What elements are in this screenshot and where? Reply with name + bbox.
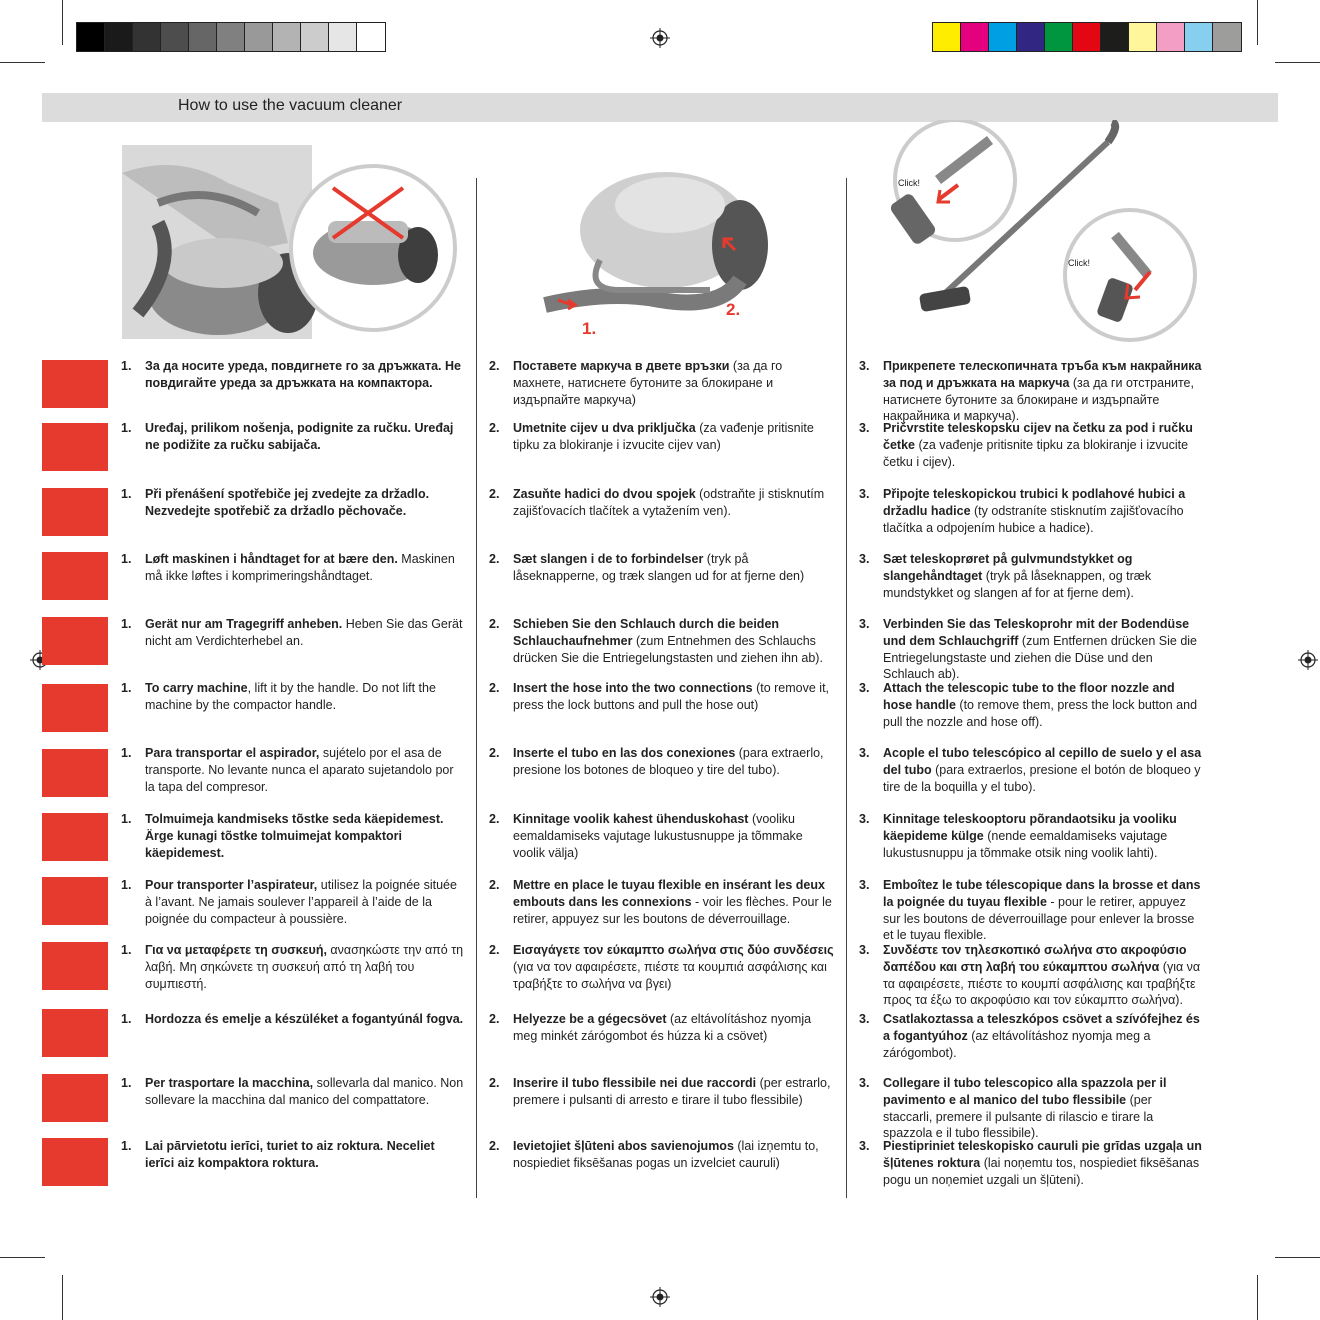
step-text [513,745,834,779]
step-bold-text: Insert the hose into the two connections [513,681,753,695]
instruction-step [859,680,1204,730]
step-detail-text: (to remove it, press the lock buttons and pull the hose out) [513,681,830,712]
instruction-step [121,1011,466,1028]
instruction-step [859,811,1204,861]
column-divider [846,178,847,1198]
color-swatch [217,23,245,51]
step-bold-text: Lai pārvietotu ierīci, turiet to aiz roktura. Neceliet ierīci aiz kompaktora roktura. [145,1139,435,1170]
language-tab [42,877,108,925]
step-text [145,420,466,454]
language-tab [42,942,108,990]
instruction-step [121,811,466,861]
step-number: 3. [859,617,870,631]
step-number: 1. [121,746,132,760]
step-bold-text: Para transportar el aspirador, [145,746,320,760]
step-number: 3. [859,1139,870,1153]
step-detail-text: (per staccarli, premere il pulsante di rilascio e tirare la spazzola e il tubo flessibile). [883,1092,1154,1141]
step-text [513,1075,834,1109]
grayscale-color-bar [76,22,386,52]
step-detail-text: (per estrarlo, premere i pulsanti di arresto e tirare il tubo flessibile) [513,1076,831,1107]
step-text [513,358,834,408]
step-text [883,486,1204,536]
registration-mark-icon [1298,650,1318,670]
step-bold-text: Συνδέστε τον τηλεσκοπικό σωλήνα στο ακροφύσιο δαπέδου και στη λαβή του εύκαμπτου σωλήνα [883,943,1187,974]
instruction-step [121,420,466,454]
instruction-step [489,358,834,408]
color-swatch [1017,23,1045,51]
step-text [883,680,1204,730]
step-number: 2. [489,1012,500,1026]
step-number: 1. [121,1076,132,1090]
step-bold-text: Kinnitage voolik kahest ühenduskohast [513,812,749,826]
step-text [145,358,466,392]
color-swatch [105,23,133,51]
step-number: 1. [121,943,132,957]
instruction-step [859,551,1204,601]
step-text [145,1075,466,1109]
color-swatch [1045,23,1073,51]
color-swatch [133,23,161,51]
step-number: 2. [489,1139,500,1153]
step-number: 3. [859,878,870,892]
registration-mark-icon [650,1287,670,1307]
step-number: 3. [859,487,870,501]
step-number: 1. [121,421,132,435]
step-text [145,745,466,795]
step-detail-text: (za vađenje pritisnite tipku za blokiranje i izvucite četku i cijev). [883,437,1189,469]
color-swatch [1073,23,1101,51]
instruction-step [859,1011,1204,1061]
instruction-step [121,680,466,714]
step-detail-text: sujételo por el asa de transporte. No levante nunca el aparato sujetandolo por la tapa del compresor. [145,746,454,794]
instruction-step [121,616,466,650]
color-swatch [933,23,961,51]
instruction-step [489,616,834,666]
step-label-2: 2. [726,300,741,319]
step-bold-text: Uređaj, prilikom nošenja, podignite za ručku. Uređaj ne podižite za ručku sabijača. [145,421,454,452]
step-text [145,811,466,861]
step-bold-text: Mettre en place le tuyau flexible en insérant les deux embouts dans les connexions [513,878,825,909]
step-bold-text: Pour transporter l’aspirateur, [145,878,318,892]
step-text [883,551,1204,601]
color-swatch [77,23,105,51]
crop-mark [1257,0,1258,45]
step-text [883,358,1204,425]
instruction-step [489,680,834,714]
step-text [883,1075,1204,1142]
instruction-step [121,486,466,520]
step-bold-text: Per trasportare la macchina, [145,1076,314,1090]
step-number: 1. [121,617,132,631]
step-number: 1. [121,878,132,892]
click-label: Click! [898,178,920,188]
step-detail-text: (lai noņemtu tos, nospiediet fiksēšanas pogu un noņemiet uzgali un šļūteni). [883,1155,1200,1187]
step-bold-text: Για να μεταφέρετε τη συσκευή, [145,943,327,957]
color-swatch [245,23,273,51]
step-detail-text: (para extraerlos, presione el botón de bloqueo y tire de la boquilla y el tubo). [883,762,1201,794]
step-bold-text: За да носите уреда, повдигнете го за дръжката. Не повдигайте уреда за дръжката на компактора. [145,359,461,390]
step-detail-text: (odstraňte ji stisknutím zajišťovacích tlačítek a vytažením ven). [513,487,825,518]
step-number: 2. [489,943,500,957]
step-text [883,420,1204,470]
color-swatch [357,23,385,51]
instruction-step [489,745,834,779]
step-bold-text: Прикрепете телескопичната тръба към накрайника за под и дръжката на маркуча [883,359,1202,390]
step-text [145,616,466,650]
step-number: 3. [859,1012,870,1026]
instruction-step [859,420,1204,470]
step-detail-text: (ty odstraníte stisknutím zajišťovacího tlačítka a odpojením hubice a hadice). [883,503,1184,535]
step-detail-text: (az eltávolításhoz nyomja meg minkét zárógombot és húzza ki a csövet) [513,1012,812,1043]
step-bold-text: Collegare il tubo telescopico alla spazzola per il pavimento e al manico del tubo flessibile [883,1076,1167,1107]
crop-mark [1275,62,1320,63]
step-detail-text: (vooliku eemaldamiseks vajutage lukustusnuppe ja tõmmake voolik välja) [513,812,803,860]
language-tab [42,552,108,600]
step-detail-text: (tryk på låseknapperne, og træk slangen ud for at fjerne den) [513,552,805,583]
step-number: 1. [121,681,132,695]
step-text [883,811,1204,861]
language-tab [42,423,108,471]
crop-mark [62,0,63,45]
step-number: 3. [859,681,870,695]
instruction-step [489,551,834,585]
language-tab [42,617,108,665]
step-text [883,942,1204,1009]
step-detail-text: (zum Entnehmen des Schlauchs drücken Sie die Entriegelungstasten und ziehen ihn ab). [513,633,823,665]
step-number: 3. [859,812,870,826]
instruction-step [489,486,834,520]
step-bold-text: Acople el tubo telescópico al cepillo de suelo y el asa del tubo [883,746,1202,777]
step-detail-text: - pour le retirer, appuyez sur les boutons de déverrouillage pour enlever la brosse et le tuyau flexible. [883,894,1195,943]
step-detail-text: Maskinen må ikke løftes i komprimeringshåndtaget. [145,552,455,583]
step-number: 1. [121,552,132,566]
step-number: 1. [121,1139,132,1153]
click-label: Click! [1068,258,1090,268]
instruction-step [121,942,466,992]
step-text [145,551,466,585]
crop-mark [62,1275,63,1320]
step-text [513,616,834,666]
step-detail-text: (az eltávolításhoz nyomja meg a zárógombot). [883,1028,1151,1060]
instruction-step [859,942,1204,1009]
step-bold-text: Gerät nur am Tragegriff anheben. [145,617,343,631]
step-bold-text: Inserte el tubo en las dos conexiones [513,746,736,760]
step-detail-text: (za vađenje pritisnite tipku za blokiranje i izvucite cijev van) [513,421,814,452]
instruction-step [489,1138,834,1172]
instruction-step [489,877,834,927]
step-bold-text: Helyezze be a gégecsövet [513,1012,667,1026]
instruction-step [489,1011,834,1045]
crop-mark [1257,1275,1258,1320]
step-detail-text: (para extraerlo, presione los botones de bloqueo y tire del tubo). [513,746,824,777]
language-tab [42,360,108,408]
color-swatch [1185,23,1213,51]
step-bold-text: Piestipriniet teleskopisko cauruli pie grīdas uzgaļa un šļūtenes roktura [883,1139,1202,1170]
step-bold-text: Připojte teleskopickou trubici k podlahové hubici a držadlu hadice [883,487,1186,518]
instruction-step [489,1075,834,1109]
color-swatch [273,23,301,51]
step-text [145,1011,466,1028]
step-text [883,1138,1204,1188]
step-number: 3. [859,552,870,566]
step-bold-text: Sæt slangen i de to forbindelser [513,552,704,566]
step-text [513,877,834,927]
step-text [145,680,466,714]
step-text [513,1138,834,1172]
step-bold-text: Hordozza és emelje a készüléket a fogantyúnál fogva. [145,1012,464,1026]
language-tab [42,684,108,732]
step-detail-text: - voir les flèches. Pour le retirer, appuyez sur les boutons de déverrouillage. [513,894,832,926]
step-bold-text: Поставете маркуча в двете връзки [513,359,730,373]
step-label-1: 1. [582,319,597,338]
step-number: 2. [489,487,500,501]
step-bold-text: Zasuňte hadici do dvou spojek [513,487,696,501]
instruction-step [121,358,466,392]
instruction-step [859,1138,1204,1188]
registration-mark-icon [650,28,670,48]
crop-mark [0,1257,45,1258]
step-detail-text: (για να τον αφαιρέσετε, πιέστε τα κουμπιά ασφάλισης και τραβήξτε το σωλήνα να βγει) [513,959,827,991]
step-text [513,942,834,992]
step-bold-text: Kinnitage teleskooptoru põrandaotsiku ja vooliku käepideme külge [883,812,1177,843]
step-text [513,551,834,585]
step-number: 2. [489,1076,500,1090]
instruction-step [121,877,466,927]
color-swatch [1101,23,1129,51]
step-detail-text: (lai izņemtu to, nospiediet fiksēšanas pogas un izvelciet cauruli) [513,1139,819,1170]
step-text [513,680,834,714]
step-number: 1. [121,487,132,501]
step-detail-text: (за да ги отстраните, натиснете бутоните за блокиране и издърпайте накрайника и маркуча). [883,375,1194,424]
column-divider [476,178,477,1198]
telescopic-tube-illustration [880,120,1210,345]
step-text [145,1138,466,1172]
instruction-step [121,745,466,795]
step-text [513,811,834,861]
crop-mark [1275,1257,1320,1258]
instruction-step [859,745,1204,795]
step-number: 3. [859,746,870,760]
step-bold-text: Ievietojiet šļūteni abos savienojumos [513,1139,734,1153]
step-bold-text: Emboîtez le tube télescopique dans la brosse et dans la poignée du tuyau flexible [883,878,1201,909]
color-swatch [301,23,329,51]
step-detail-text: Heben Sie das Gerät nicht am Verdichterhebel an. [145,617,463,648]
language-tab [42,1138,108,1186]
step-text [883,616,1204,683]
step-bold-text: Εισαγάγετε τον εύκαμπτο σωλήνα στις δύο συνδέσεις [513,943,834,957]
color-swatch [161,23,189,51]
language-tab [42,488,108,536]
color-swatch [989,23,1017,51]
color-swatch [961,23,989,51]
step-bold-text: Schieben Sie den Schlauch durch die beiden Schlauchaufnehmer [513,617,780,648]
step-bold-text: Inserire il tubo flessibile nei due raccordi [513,1076,757,1090]
step-number: 1. [121,812,132,826]
instruction-step [859,616,1204,683]
step-bold-text: Csatlakoztassa a teleszkópos csövet a szívófejhez és a fogantyúhoz [883,1012,1200,1043]
instruction-step [859,1075,1204,1142]
step-detail-text: (to remove them, press the lock button and pull the nozzle and hose off). [883,697,1198,729]
step-detail-text: , lift it by the handle. Do not lift the machine by the compactor handle. [145,681,436,712]
step-number: 1. [121,1012,132,1026]
step-number: 2. [489,746,500,760]
step-detail-text: utilisez la poignée située à l’avant. Ne jamais soulever l’appareil à l’aide de la poignée du compacteur à poussière. [145,878,457,926]
step-number: 2. [489,812,500,826]
step-number: 2. [489,359,500,373]
step-number: 2. [489,421,500,435]
instruction-step [121,1075,466,1109]
language-tab [42,1009,108,1057]
step-number: 3. [859,421,870,435]
insert-hose-illustration [540,150,780,340]
step-number: 3. [859,359,870,373]
instruction-step [121,551,466,585]
step-bold-text: Attach the telescopic tube to the floor nozzle and hose handle [883,681,1175,712]
page-title: How to use the vacuum cleaner [178,97,403,114]
language-tab [42,813,108,861]
step-text [145,942,466,992]
step-number: 3. [859,943,870,957]
step-text [883,1011,1204,1061]
step-bold-text: Umetnite cijev u dva priključka [513,421,696,435]
step-detail-text: (tryk på låseknappen, og træk mundstykket og slangen af for at fjerne dem). [883,568,1152,600]
step-text [145,486,466,520]
instruction-step [489,420,834,454]
step-text [513,420,834,454]
carry-vacuum-illustration [118,143,463,341]
step-bold-text: Tolmuimeja kandmiseks tõstke seda käepidemest. Ärge kunagi tõstke tolmuimejat kompaktori käepidemest. [145,812,444,860]
step-detail-text: (за да го махнете, натиснете бутоните за блокиране и издърпайте маркуча) [513,359,783,407]
step-text [883,745,1204,795]
process-color-bar [932,22,1242,52]
step-detail-text: sollevarla dal manico. Non sollevare la macchina dal manico del compattatore. [145,1076,464,1107]
instruction-step [859,486,1204,536]
step-text [145,877,466,927]
instruction-step [859,358,1204,425]
step-detail-text: ανασηκώστε την από τη λαβή. Μη σηκώνετε τη συσκευή από τη λαβή του συμπιεστή. [145,943,464,991]
step-detail-text: (για να τα αφαιρέσετε, πιέστε το κουμπί ασφάλισης και τραβήξτε προς τα έξω το ακροφύσιο και τον εύκαμπτο σωλήνα). [883,959,1201,1008]
instruction-step [489,811,834,861]
step-number: 2. [489,681,500,695]
step-text [513,1011,834,1045]
step-number: 2. [489,878,500,892]
instruction-step [121,1138,466,1172]
color-swatch [1129,23,1157,51]
language-tab [42,749,108,797]
step-bold-text: To carry machine [145,681,248,695]
step-text [883,877,1204,944]
color-swatch [1157,23,1185,51]
step-number: 1. [121,359,132,373]
step-text [513,486,834,520]
step-bold-text: Při přenášení spotřebiče jej zvedejte za držadlo. Nezvedejte spotřebič za držadlo pěchovače. [145,487,430,518]
step-number: 3. [859,1076,870,1090]
crop-mark [0,62,45,63]
step-bold-text: Sæt teleskoprøret på gulvmundstykket og slangehåndtaget [883,552,1133,583]
step-detail-text: (zum Entfernen drücken Sie die Entriegelungstaste und ziehen die Düse und den Schlauch ab). [883,633,1198,682]
instruction-step [489,942,834,992]
step-bold-text: Pričvrstite teleskopsku cijev na četku za pod i ručku četke [883,421,1193,452]
instruction-step [859,877,1204,944]
step-number: 2. [489,617,500,631]
color-swatch [1213,23,1241,51]
step-number: 2. [489,552,500,566]
step-detail-text: (nende eemaldamiseks vajutage lukustusnuppu ja tõmmake otsik ning voolik lahti). [883,828,1168,860]
color-swatch [189,23,217,51]
color-swatch [329,23,357,51]
language-tab [42,1074,108,1122]
step-bold-text: Verbinden Sie das Teleskoprohr mit der Bodendüse und dem Schlauchgriff [883,617,1190,648]
step-bold-text: Løft maskinen i håndtaget for at bære den. [145,552,398,566]
